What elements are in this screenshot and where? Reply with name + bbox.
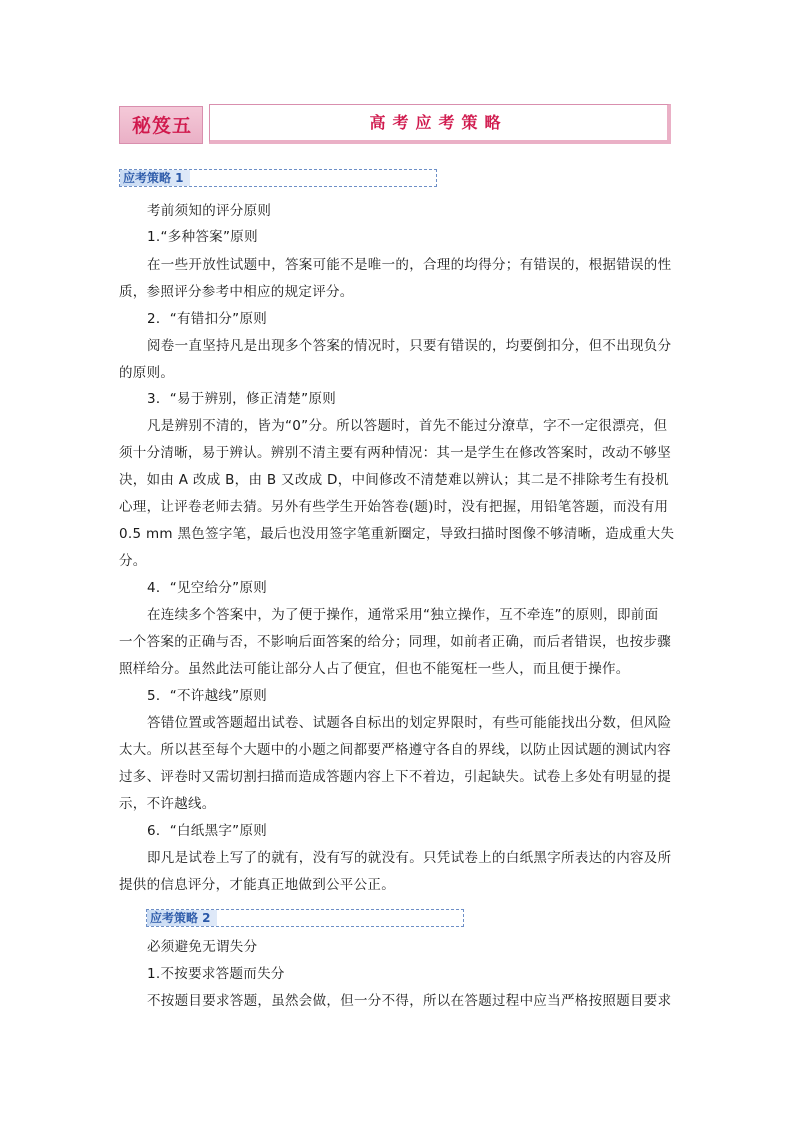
- rule-3-line-4: 心理，让评卷老师去猜。另外有些学生开始答卷(题)时，没有把握，用铅笔答题，而没有用: [119, 499, 669, 515]
- rule-4-line-3: 照样给分。虽然此法可能让部分人占了便宜，但也不能冤枉一些人，而且便于操作。: [119, 661, 630, 677]
- rule-4-title: 4．“见空给分”原则: [147, 580, 268, 596]
- rule-5-line-4: 示，不许越线。: [119, 796, 216, 812]
- rule-6-title: 6．“白纸黑字”原则: [147, 823, 268, 839]
- section-banner: [119, 104, 677, 148]
- rule-3-line-6: 分。: [119, 553, 147, 569]
- rule-2-line-2: 的原则。: [119, 365, 175, 381]
- rule-3-line-2: 须十分清晰，易于辨认。辨别不清主要有两种情况：其一是学生在修改答案时，改动不够坚: [119, 445, 671, 461]
- strategy-2-item-1-line-1: 不按题目要求答题，虽然会做，但一分不得，所以在答题过程中应当严格按照题目要求: [147, 993, 672, 1009]
- strategy-2-tag: 应考策略 2: [147, 910, 217, 926]
- rule-3-line-3: 决，如由 A 改成 B，由 B 又改成 D，中间修改不清楚难以辨认；其二是不排除考生有投机: [119, 472, 669, 488]
- rule-1-line-1: 在一些开放性试题中，答案可能不是唯一的，合理的均得分；有错误的，根据错误的性: [147, 257, 672, 273]
- rule-6-line-1: 即凡是试卷上写了的就有，没有写的就没有。只凭试卷上的白纸黑字所表达的内容及所: [147, 850, 672, 866]
- rule-1-title: 1.“多种答案”原则: [147, 229, 258, 245]
- rule-4-line-2: 一个答案的正确与否，不影响后面答案的给分；同理，如前者正确，而后者错误，也按步骤: [119, 634, 671, 650]
- rule-5-line-3: 过多、评卷时又需切割扫描而造成答题内容上下不着边，引起缺失。试卷上多处有明显的提: [119, 769, 671, 785]
- strategy-2-item-1-title: 1.不按要求答题而失分: [147, 966, 285, 982]
- rule-5-line-2: 太大。所以甚至每个大题中的小题之间都要严格遵守各自的界线，以防止因试题的测试内容: [119, 742, 671, 758]
- strategy-1-heading: 考前须知的评分原则: [147, 203, 272, 219]
- banner-tab: [119, 106, 203, 144]
- rule-4-line-1: 在连续多个答案中，为了便于操作，通常采用“独立操作，互不牵连”的原则，即前面: [147, 607, 659, 623]
- rule-6-line-2: 提供的信息评分，才能真正地做到公平公正。: [119, 877, 395, 893]
- rule-5-title: 5．“不许越线”原则: [147, 688, 268, 704]
- rule-3-line-5: 0.5 mm 黑色签字笔，最后也没用签字笔重新圈定，导致扫描时图像不够清晰，造成重大失: [119, 526, 675, 542]
- page-title: 高考应考策略: [369, 113, 508, 132]
- rule-3-title: 3．“易于辨别，修正清楚”原则: [147, 391, 337, 407]
- rule-3-line-1: 凡是辨别不清的，皆为“0”分。所以答题时，首先不能过分潦草，字不一定很漂亮，但: [147, 418, 668, 434]
- strategy-1-label-box: [119, 169, 437, 187]
- strategy-1-tag: 应考策略 1: [120, 170, 190, 186]
- rule-1-line-2: 质，参照评分参考中相应的规定评分。: [119, 284, 354, 300]
- banner-title-box: [209, 104, 671, 144]
- rule-2-title: 2．“有错扣分”原则: [147, 311, 268, 327]
- rule-2-line-1: 阅卷一直坚持凡是出现多个答案的情况时，只要有错误的，均要倒扣分，但不出现负分: [147, 338, 672, 354]
- banner-tab-label: 秘笈五: [131, 115, 192, 137]
- strategy-2-heading: 必须避免无谓失分: [147, 939, 258, 955]
- strategy-2-label-box: [146, 909, 464, 927]
- rule-5-line-1: 答错位置或答题超出试卷、试题各自标出的划定界限时，有些可能能找出分数，但风险: [147, 715, 672, 731]
